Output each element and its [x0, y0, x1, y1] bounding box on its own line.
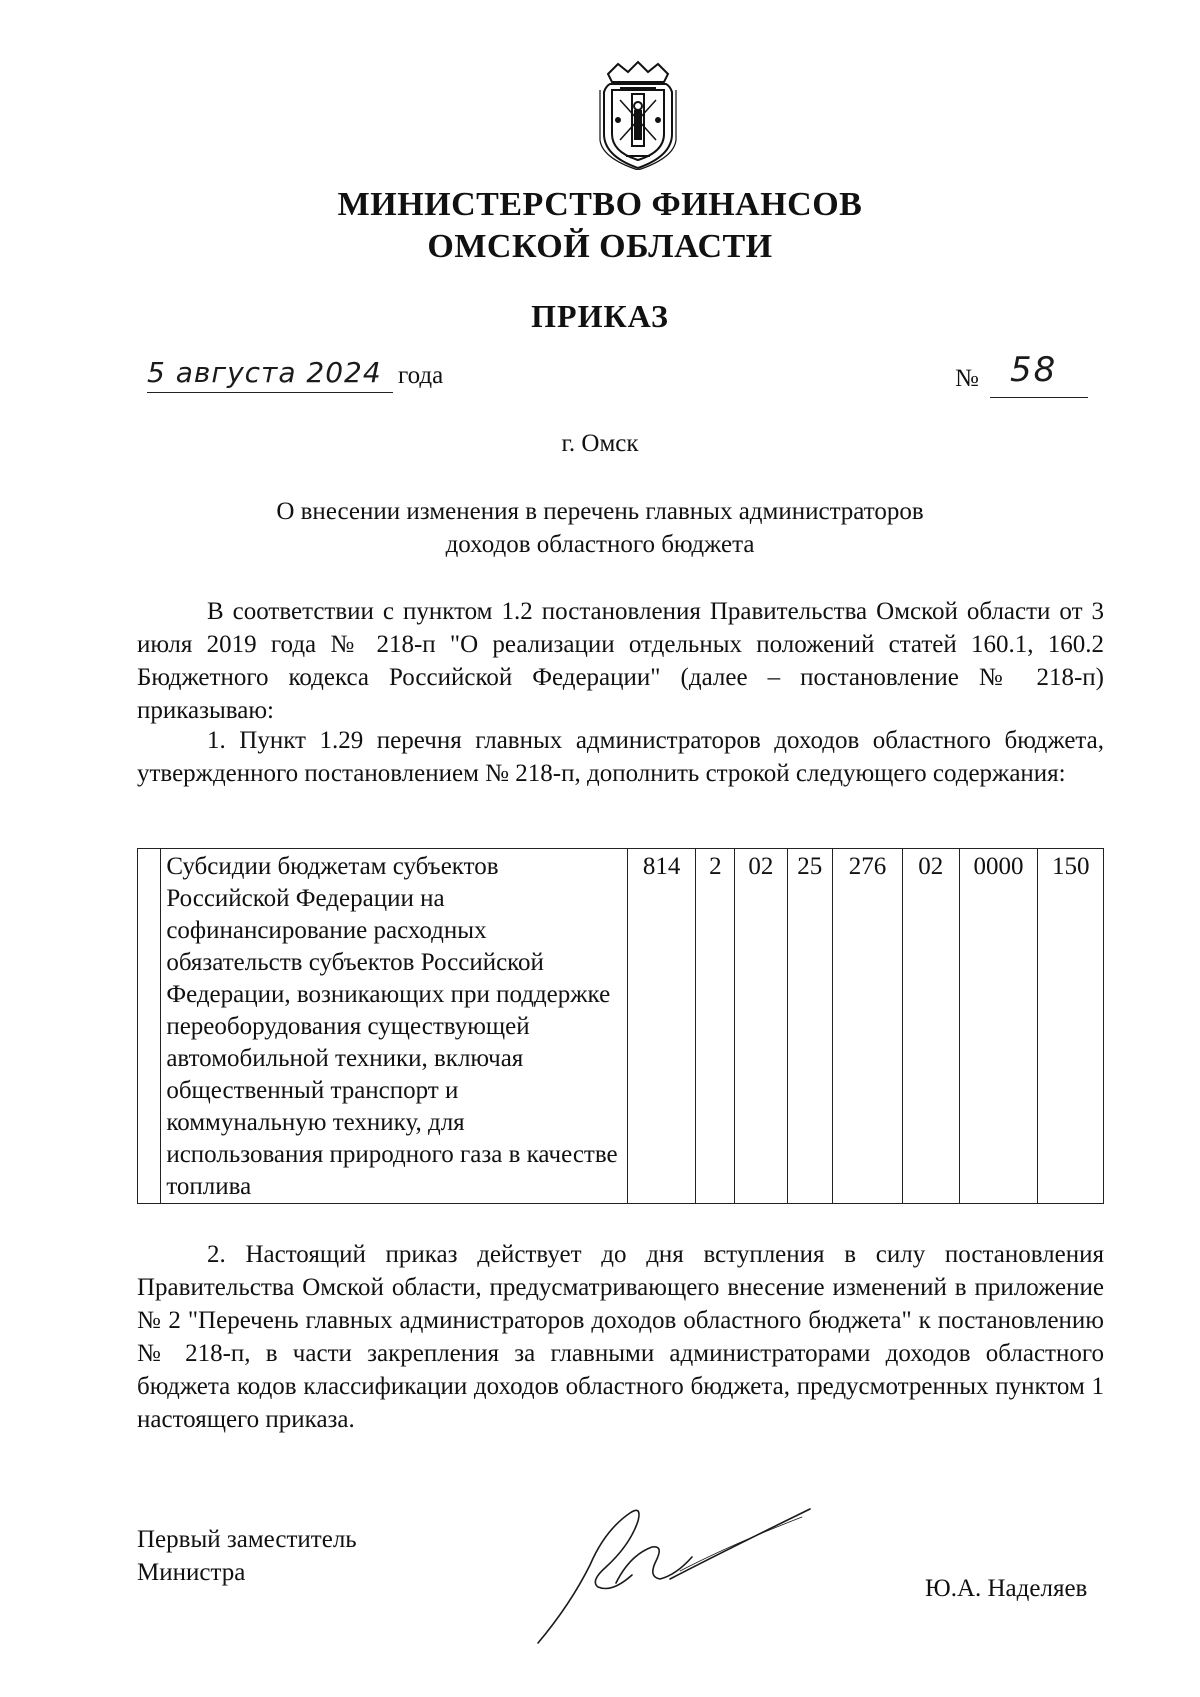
number-label: № — [955, 365, 979, 392]
ministry-name-line2: ОМСКОЙ ОБЛАСТИ — [427, 228, 773, 265]
number-underline — [990, 397, 1088, 398]
table-code-cell: 814 — [627, 849, 696, 1204]
handwritten-signature — [520, 1495, 820, 1645]
table-code-cell: 276 — [833, 849, 903, 1204]
date-suffix: года — [398, 362, 444, 389]
position-line2: Министра — [137, 1559, 246, 1586]
intro-paragraph: В соответствии с пунктом 1.2 постановления Правительства Омской области от 3 июля 2019 года № 218-п "О реализации отдельных положений статей 160.1, 160.2 Бюджетного кодекса Российской Федерации" (далее – постановление № 218-п) приказываю: — [137, 598, 1104, 724]
subject-heading — [0, 495, 1200, 561]
body-point1 — [137, 724, 1104, 790]
table-code-cell: 25 — [787, 849, 833, 1204]
table-row — [138, 849, 1104, 1204]
point1-paragraph: 1. Пункт 1.29 перечня главных администраторов доходов областного бюджета, утвержденного постановлением № 218-п, дополнить строкой следующего содержания: — [137, 727, 1104, 787]
city: г. Омск — [561, 430, 639, 457]
subject-line2: доходов областного бюджета — [445, 531, 755, 558]
handwritten-number: 58 — [1010, 350, 1058, 390]
point2-paragraph: 2. Настоящий приказ действует до дня вступления в силу постановления Правительства Омской области, предусматривающего внесение изменений в приложение № 2 "Перечень главных администраторов доходов областного бюджета" к постановлению № 218-п, в части закрепления за главными администраторами доходов областного бюджета кодов классификации доходов областного бюджета, предусмотренных пунктом 1 настоящего приказа. — [137, 1241, 1104, 1433]
coat-of-arms-icon — [590, 60, 686, 170]
handwritten-date: 5 августа 2024 — [147, 356, 382, 389]
subject-line1: О внесении изменения в перечень главных администраторов — [276, 498, 924, 525]
body-intro — [137, 595, 1104, 727]
position-line1: Первый заместитель — [137, 1526, 357, 1553]
table-blank-cell — [138, 849, 161, 1204]
table-description-cell: Субсидии бюджетам субъектов Российской Федерации на софинансирование расходных обязательств субъектов Российской Федерации, возникающих при поддержке переоборудования существующей автомобильной техники, включая общественный транспорт и коммунальную технику, для использования природного газа в качестве топлива — [161, 849, 627, 1204]
table-code-cell: 150 — [1038, 849, 1104, 1204]
table-code-cell: 02 — [735, 849, 787, 1204]
budget-code-table — [137, 848, 1104, 1204]
date-underline — [147, 392, 393, 393]
table-code-cell: 0000 — [959, 849, 1038, 1204]
signatory-name: Ю.А. Наделяев — [925, 1575, 1088, 1602]
body-point2 — [137, 1238, 1104, 1436]
ministry-name-line1: МИНИСТЕРСТВО ФИНАНСОВ — [337, 186, 863, 223]
table-code-cell: 2 — [696, 849, 735, 1204]
document-type: ПРИКАЗ — [531, 298, 669, 334]
signatory-position — [137, 1523, 357, 1589]
table-code-cell: 02 — [902, 849, 959, 1204]
